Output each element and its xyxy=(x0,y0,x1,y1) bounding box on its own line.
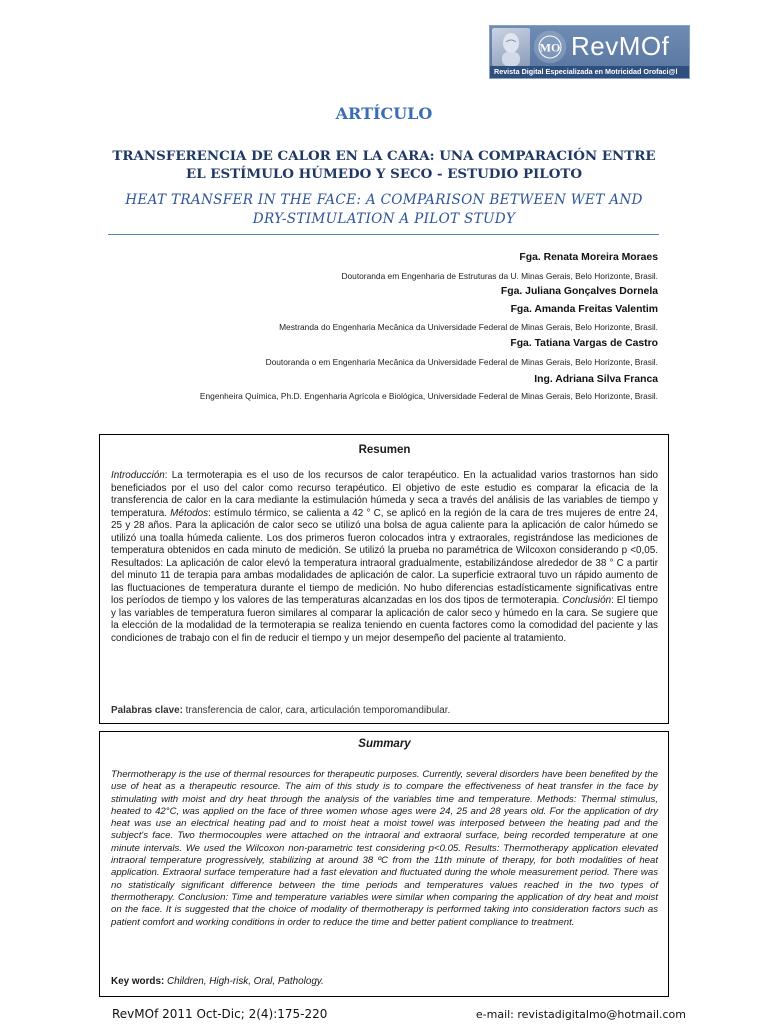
resumen-text xyxy=(111,470,658,645)
emblem-letters: MO xyxy=(539,40,561,55)
author-affiliation: Engenheira Química, Ph.D. Engenharia Agrícola e Biológica, Universidade Federal de Minas Gerais, Belo Horizonte, Brasil. xyxy=(199,391,658,401)
title-spanish: TRANSFERENCIA DE CALOR EN LA CARA: UNA COMPARACIÓN ENTRE EL ESTÍMULO HÚMEDO Y SECO - ESTUDIO PILOTO xyxy=(112,148,656,182)
summary-keywords xyxy=(111,976,324,987)
resumen-part3: : El tiempo y las variables de temperatura fueron similares al comparar la aplicación de calor seco y húmedo en la cara. Se sugiere que la elección de la modalidad de la termoterapia se realiza teniendo en cuenta factores como la comodidad del paciente y las condiciones de trabajo con el fin de reducir el tiempo y un mejor desempeño del paciente al tratamiento. xyxy=(111,595,658,644)
footer-citation: RevMOf 2011 Oct-Dic; 2(4):175-220 xyxy=(112,1007,328,1021)
keywords-text-en: Children, High-risk, Oral, Pathology. xyxy=(164,976,324,987)
keywords-text: transferencia de calor, cara, articulación temporomandibular. xyxy=(182,705,451,716)
keywords-label-en: Key words: xyxy=(111,976,165,987)
summary-text: Thermotherapy is the use of thermal resources for therapeutic purposes. Currently, several disorders have been benefited by the use of heat as a therapeutic resource. The aim of this study is to compare the effectiveness of heat transfer in the face by stimulating with moist and dry heat through the analysis of the variables time and temperature. Methods: Thermal stimulus, heated to 42°C, was applied on the face of three women whose ages were 24, 25 and 28 years old. For the application of dry heat was use an electrical heating pad and to moist heat a moist towel was interposed between the heating pad and the subject's face. Two thermocouples were attached on the intraoral and extraoral surface, being recorded temperature at one minute intervals. We used the Wilcoxon non-parametric test considering p<0.05. Results: Thermotherapy application elevated intraoral temperature progressively, stabilizing at around 38 ºC from the 11th minute of therapy, for both modalities of heat application. Extraoral surface temperature had a fast elevation and fluctuated during the whole measurement period. There was no statistically significant difference between the time periods and temperatures values reached in the two types of thermotherapy. Conclusion: Time and temperature variables were similar when comparing the application of dry heat and moist on the face. It is suggested that the choice of modality of thermotherapy is performed taking into consideration factors such as patient comfort and working conditions in order to reduce the time and better patient compliance to treatment. xyxy=(111,769,658,928)
resumen-box xyxy=(99,434,669,724)
resumen-part2: : estímulo térmico, se calienta a 42 ° C, se aplicó en la región de la cara de tres mujeres de entre 24, 25 y 28 años. Para la aplicación de calor seco se utilizó una bolsa de agua caliente para la aplicación de calor húmedo se utilizó una toalla húmeda caliente. Los dos primeros fueron colocados intra y extraorales, registrándose las mediciones de temperatura obtenidos en cada minuto de medición. Se utilizó la prueba no paramétrica de Wilcoxon considerando p <0,05. Resultados: La aplicación de calor elevó la temperatura intraoral gradualmente, estabilizándose alrededor de 38 ° C a partir del minuto 11 de terapia para ambas modalidades de aplicación de calor. La superficie extraoral tuvo un rápido aumento de las fluctuaciones de temperatura durante el tiempo de medición. No hubo diferencias estadísticamente significativas entre los períodos de tiempo y los valores de las temperaturas alcanzadas en los dos tipos de termoterapia. xyxy=(111,507,658,606)
author-affiliation: Doutoranda em Engenharia de Estruturas da U. Minas Gerais, Belo Horizonte, Brasil. xyxy=(341,271,658,281)
summary-heading: Summary xyxy=(358,738,411,750)
author-affiliation: Doutoranda o em Engenharia Mecânica da Universidade Federal de Minas Gerais, Belo Horizonte, Brasil. xyxy=(265,357,658,367)
author-name: Fga. Renata Moreira Moraes xyxy=(519,252,658,263)
resumen-heading: Resumen xyxy=(358,444,411,456)
author-name: Fga. Amanda Freitas Valentim xyxy=(510,304,658,315)
logo-tagline: Revista Digital Especializada en Motricidad Orofaci@l xyxy=(490,66,689,78)
emblem-icon xyxy=(533,30,567,64)
author-name: Fga. Tatiana Vargas de Castro xyxy=(510,338,658,349)
journal-logo xyxy=(489,25,690,79)
section-label: ARTÍCULO xyxy=(335,104,433,123)
conclusion-label: Conclusión xyxy=(562,595,612,606)
logo-brand: RevMOf xyxy=(571,31,670,61)
keywords-label: Palabras clave: xyxy=(111,705,183,716)
resumen-keywords xyxy=(111,705,450,716)
resumen-part1: : La termoterapia es el uso de los recursos de calor terapéutico. En la actualidad varios trastornos han sido beneficiados por el uso del calor como recurso terapéutico. El objetivo de este estudio es comparar la eficacia de la transferencia de calor en la cara mediante la estimulación húmeda y seca a través del análisis de las variables de tiempo y temperatura. xyxy=(111,470,658,519)
footer-email[interactable]: e-mail: revistadigitalmo@hotmail.com xyxy=(475,1008,686,1021)
title-divider xyxy=(108,234,659,235)
title-english: HEAT TRANSFER IN THE FACE: A COMPARISON BETWEEN WET AND DRY-STIMULATION A PILOT STUDY xyxy=(125,192,643,227)
methods-label: Métodos xyxy=(170,507,209,519)
intro-label: Introducción xyxy=(111,470,165,481)
author-name: Ing. Adriana Silva Franca xyxy=(534,374,658,385)
author-affiliation: Mestranda do Engenharia Mecânica da Universidade Federal de Minas Gerais, Belo Horizonte, Brasil. xyxy=(279,322,658,332)
author-name: Fga. Juliana Gonçalves Dornela xyxy=(500,286,658,297)
face-icon xyxy=(492,28,530,66)
summary-box xyxy=(99,731,669,997)
